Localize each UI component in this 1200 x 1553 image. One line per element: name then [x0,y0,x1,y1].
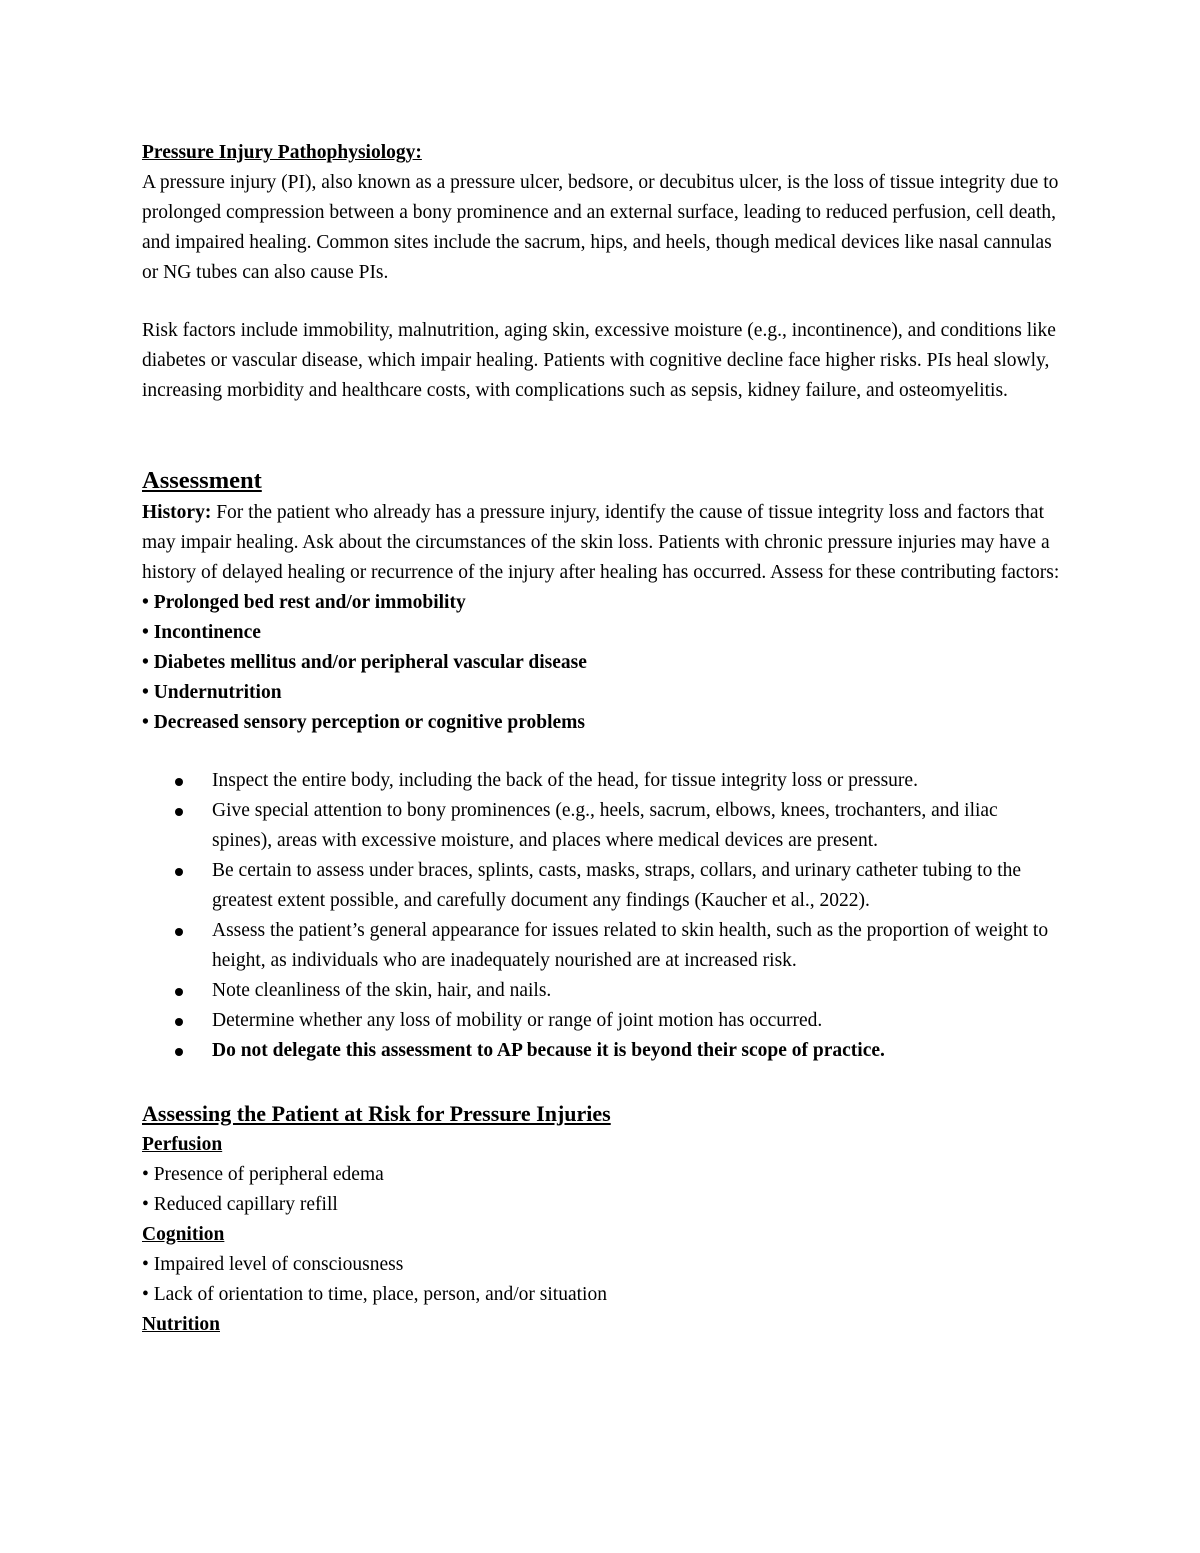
list-item-text: Do not delegate this assessment to AP because it is beyond their scope of practice. [212,1040,885,1061]
list-item [212,856,1062,916]
pathophysiology-paragraph-2: Risk factors include immobility, malnutrition, aging skin, excessive moisture (e.g., incontinence), and conditions like diabetes or vascular disease, which impair healing. Patients with cognitive decline face higher risks. PIs heal slowly, increasing morbidity and healthcare costs, with complications such as sepsis, kidney failure, and osteomyelitis. [142,320,1056,401]
bullet-icon [175,1048,183,1056]
perfusion-item: • Reduced capillary refill [142,1194,338,1215]
cognition-heading: Cognition [142,1224,225,1245]
factor-item: • Incontinence [142,622,261,643]
perfusion-heading: Perfusion [142,1134,223,1155]
document-page [142,138,1062,1340]
list-item-text: Inspect the entire body, including the back of the head, for tissue integrity loss or pressure. [212,770,918,791]
bullet-icon [175,988,183,996]
contributing-factors-list [142,588,1062,738]
list-item [212,916,1062,976]
risk-heading: Assessing the Patient at Risk for Pressure Injuries [142,1101,611,1126]
history-paragraph [142,498,1062,588]
bullet-icon [175,928,183,936]
factor-item: • Prolonged bed rest and/or immobility [142,592,466,613]
list-item-text: Note cleanliness of the skin, hair, and nails. [212,980,552,1001]
list-item [212,1006,1062,1036]
bullet-icon [175,1018,183,1026]
list-item-text: Assess the patient’s general appearance for issues related to skin health, such as the proportion of weight to height, as individuals who are inadequately nourished are at increased risk. [212,920,1049,971]
list-item-text: Give special attention to bony prominences (e.g., heels, sacrum, elbows, knees, trochanters, and iliac spines), areas with excessive moisture, and places where medical devices are present. [212,800,998,851]
spacer [142,738,1062,766]
list-item [212,766,1062,796]
assessment-heading: Assessment [142,467,262,494]
cognition-item: • Lack of orientation to time, place, person, and/or situation [142,1284,607,1305]
spacer [142,406,1062,464]
list-item [212,1036,1062,1066]
bullet-icon [175,868,183,876]
pathophysiology-paragraph-1: A pressure injury (PI), also known as a pressure ulcer, bedsore, or decubitus ulcer, is the loss of tissue integrity due to prolonged compression between a bony prominence and an external surface, leading to reduced perfusion, cell death, and impaired healing. Common sites include the sacrum, hips, and heels, though medical devices like nasal cannulas or NG tubes can also cause PIs. [142,172,1059,283]
perfusion-item: • Presence of peripheral edema [142,1164,384,1185]
assessment-steps-list [142,766,1062,1066]
factor-item: • Diabetes mellitus and/or peripheral vascular disease [142,652,587,673]
factor-item: • Undernutrition [142,682,282,703]
history-label: History: [142,502,212,523]
bullet-icon [175,778,183,786]
bullet-icon [175,808,183,816]
factor-item: • Decreased sensory perception or cognitive problems [142,712,585,733]
list-item-text: Determine whether any loss of mobility or range of joint motion has occurred. [212,1010,823,1031]
pathophysiology-heading: Pressure Injury Pathophysiology: [142,142,422,163]
list-item [212,796,1062,856]
history-text: For the patient who already has a pressure injury, identify the cause of tissue integrity loss and factors that may impair healing. Ask about the circumstances of the skin loss. Patients with chronic pressure injuries may have a history of delayed healing or recurrence of the injury after healing has occurred. Assess for these contributing factors: [142,502,1060,583]
list-item [212,976,1062,1006]
cognition-item: • Impaired level of consciousness [142,1254,404,1275]
nutrition-heading: Nutrition [142,1314,220,1335]
spacer [142,288,1062,316]
list-item-text: Be certain to assess under braces, splints, casts, masks, straps, collars, and urinary catheter tubing to the greatest extent possible, and carefully document any findings (Kaucher et al., 2022). [212,860,1022,911]
spacer [142,1066,1062,1098]
